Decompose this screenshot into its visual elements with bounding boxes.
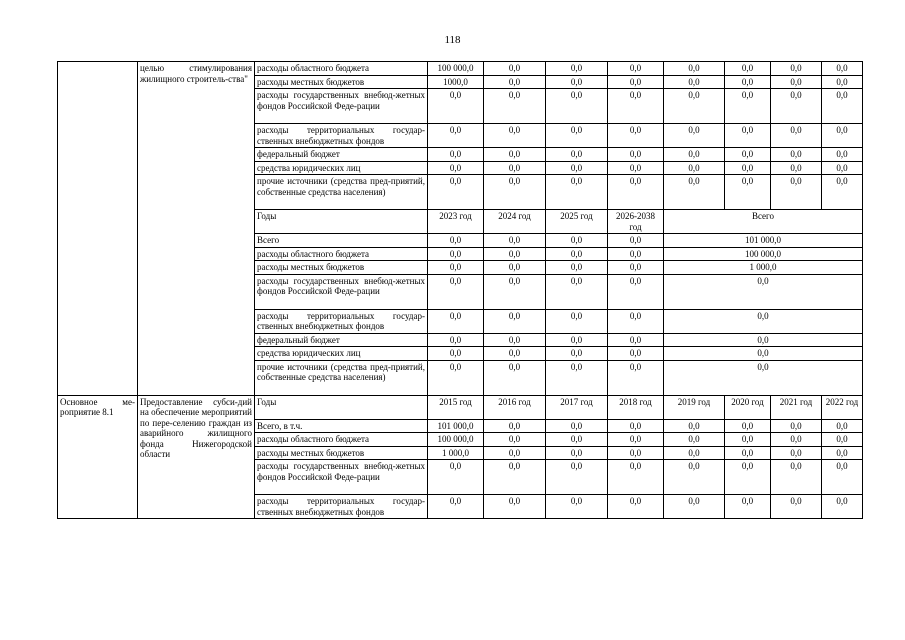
- value-cell: 0,0: [484, 175, 546, 210]
- funding-source-label: расходы областного бюджета: [255, 433, 428, 447]
- funding-source-label: расходы государственных внебюд-жетных фондов Российской Феде-рации: [255, 460, 428, 495]
- value-cell: 0,0: [428, 247, 484, 261]
- value-cell: 0,0: [771, 419, 822, 433]
- value-cell: 0,0: [725, 419, 771, 433]
- year-header: 2023 год: [428, 210, 484, 234]
- value-cell: 1000,0: [428, 75, 484, 89]
- value-cell: 0,0: [771, 75, 822, 89]
- value-cell: 0,0: [822, 161, 863, 175]
- year-header: 2019 год: [664, 395, 725, 419]
- table-row: [58, 62, 863, 76]
- value-cell: 0,0: [546, 75, 608, 89]
- value-cell: 0,0: [725, 175, 771, 210]
- value-cell: 0,0: [484, 261, 546, 275]
- value-cell: 0,0: [608, 360, 664, 395]
- value-cell: 0,0: [771, 89, 822, 124]
- value-cell: 0,0: [484, 247, 546, 261]
- year-header: 2018 год: [608, 395, 664, 419]
- event-name-cell: Основное ме-роприятие 8.1: [58, 395, 138, 519]
- value-cell: 100 000,0: [428, 62, 484, 76]
- value-cell: 0,0: [608, 419, 664, 433]
- value-cell: 0,0: [484, 419, 546, 433]
- value-cell: 0,0: [484, 274, 546, 309]
- value-cell: 0,0: [725, 433, 771, 447]
- value-cell: 0,0: [546, 89, 608, 124]
- value-cell: 0,0: [608, 148, 664, 162]
- funding-source-label: прочие источники (средства пред-приятий, собственные средства населения): [255, 175, 428, 210]
- value-cell: 0,0: [771, 161, 822, 175]
- value-cell: 0,0: [428, 161, 484, 175]
- total-value-cell: 0,0: [664, 360, 863, 395]
- value-cell: 0,0: [608, 460, 664, 495]
- value-cell: 0,0: [608, 446, 664, 460]
- value-cell: 0,0: [725, 89, 771, 124]
- funding-source-label: федеральный бюджет: [255, 333, 428, 347]
- funding-source-label: расходы местных бюджетов: [255, 75, 428, 89]
- funding-source-label: расходы местных бюджетов: [255, 446, 428, 460]
- value-cell: 0,0: [608, 62, 664, 76]
- value-cell: 0,0: [428, 175, 484, 210]
- value-cell: 0,0: [546, 460, 608, 495]
- value-cell: 0,0: [822, 460, 863, 495]
- value-cell: 0,0: [546, 360, 608, 395]
- year-header: 2020 год: [725, 395, 771, 419]
- funding-source-label: Всего: [255, 234, 428, 248]
- value-cell: 0,0: [771, 460, 822, 495]
- value-cell: 0,0: [546, 234, 608, 248]
- value-cell: 0,0: [428, 261, 484, 275]
- year-header: 2024 год: [484, 210, 546, 234]
- year-header: 2017 год: [546, 395, 608, 419]
- value-cell: 0,0: [822, 433, 863, 447]
- total-value-cell: 1 000,0: [664, 261, 863, 275]
- years-label: Годы: [255, 395, 428, 419]
- value-cell: 0,0: [484, 446, 546, 460]
- funding-source-label: Всего, в т.ч.: [255, 419, 428, 433]
- value-cell: 0,0: [428, 360, 484, 395]
- event-description-cell: целью стимулирования жилищного строитель-ства": [138, 62, 255, 396]
- funding-source-label: прочие источники (средства пред-приятий, собственные средства населения): [255, 360, 428, 395]
- year-header: 2015 год: [428, 395, 484, 419]
- value-cell: 0,0: [822, 419, 863, 433]
- value-cell: 0,0: [546, 148, 608, 162]
- event-description-cell: Предоставление субси-дий на обеспечение мероприятий по пере-селению граждан из аварийного жилищного фонда Нижегородской области: [138, 395, 255, 519]
- total-value-cell: 0,0: [664, 347, 863, 361]
- funding-source-label: расходы территориальных государ-ственных внебюджетных фондов: [255, 124, 428, 148]
- value-cell: 0,0: [822, 175, 863, 210]
- value-cell: 0,0: [608, 161, 664, 175]
- value-cell: 0,0: [822, 62, 863, 76]
- value-cell: 0,0: [546, 347, 608, 361]
- value-cell: 0,0: [664, 89, 725, 124]
- value-cell: 0,0: [822, 124, 863, 148]
- value-cell: 0,0: [546, 261, 608, 275]
- value-cell: 0,0: [664, 419, 725, 433]
- value-cell: 0,0: [608, 234, 664, 248]
- value-cell: 0,0: [725, 495, 771, 519]
- value-cell: 0,0: [428, 333, 484, 347]
- value-cell: 0,0: [608, 433, 664, 447]
- value-cell: 0,0: [771, 62, 822, 76]
- value-cell: 0,0: [484, 124, 546, 148]
- value-cell: 0,0: [484, 433, 546, 447]
- value-cell: 0,0: [546, 161, 608, 175]
- year-header: 2016 год: [484, 395, 546, 419]
- value-cell: 0,0: [484, 333, 546, 347]
- value-cell: 0,0: [546, 247, 608, 261]
- value-cell: 0,0: [428, 347, 484, 361]
- value-cell: 0,0: [484, 347, 546, 361]
- value-cell: 0,0: [822, 89, 863, 124]
- value-cell: 0,0: [428, 234, 484, 248]
- value-cell: 0,0: [608, 309, 664, 333]
- value-cell: 0,0: [546, 124, 608, 148]
- value-cell: 0,0: [484, 75, 546, 89]
- funding-source-label: расходы территориальных государ-ственных внебюджетных фондов: [255, 495, 428, 519]
- funding-source-label: расходы территориальных государ-ственных внебюджетных фондов: [255, 309, 428, 333]
- value-cell: 0,0: [608, 75, 664, 89]
- value-cell: 0,0: [608, 175, 664, 210]
- value-cell: 0,0: [546, 419, 608, 433]
- value-cell: 0,0: [484, 148, 546, 162]
- value-cell: 0,0: [546, 62, 608, 76]
- value-cell: 0,0: [428, 460, 484, 495]
- funding-source-label: средства юридических лиц: [255, 161, 428, 175]
- budget-table-container: [57, 61, 862, 519]
- value-cell: 0,0: [771, 175, 822, 210]
- value-cell: 0,0: [664, 62, 725, 76]
- year-header: 2026-2038 год: [608, 210, 664, 234]
- value-cell: 0,0: [822, 446, 863, 460]
- value-cell: 0,0: [664, 75, 725, 89]
- value-cell: 0,0: [546, 333, 608, 347]
- value-cell: 0,0: [484, 460, 546, 495]
- value-cell: 0,0: [664, 175, 725, 210]
- value-cell: 0,0: [664, 148, 725, 162]
- value-cell: 0,0: [771, 148, 822, 162]
- value-cell: 0,0: [725, 124, 771, 148]
- funding-source-label: средства юридических лиц: [255, 347, 428, 361]
- value-cell: 0,0: [664, 495, 725, 519]
- year-header: 2021 год: [771, 395, 822, 419]
- value-cell: 0,0: [428, 274, 484, 309]
- value-cell: 0,0: [484, 360, 546, 395]
- value-cell: 0,0: [484, 89, 546, 124]
- total-value-cell: 0,0: [664, 309, 863, 333]
- value-cell: 0,0: [664, 433, 725, 447]
- total-value-cell: 0,0: [664, 274, 863, 309]
- value-cell: 0,0: [822, 495, 863, 519]
- funding-source-label: расходы областного бюджета: [255, 247, 428, 261]
- page-number: 118: [444, 34, 461, 46]
- value-cell: 0,0: [428, 124, 484, 148]
- event-name-cell: [58, 62, 138, 396]
- value-cell: 0,0: [822, 75, 863, 89]
- value-cell: 0,0: [725, 161, 771, 175]
- budget-table-body: [58, 62, 863, 519]
- funding-source-label: расходы государственных внебюд-жетных фондов Российской Феде-рации: [255, 274, 428, 309]
- years-label: Годы: [255, 210, 428, 234]
- funding-source-label: расходы государственных внебюд-жетных фондов Российской Феде-рации: [255, 89, 428, 124]
- value-cell: 0,0: [608, 333, 664, 347]
- value-cell: 0,0: [546, 309, 608, 333]
- value-cell: 0,0: [608, 89, 664, 124]
- value-cell: 0,0: [664, 460, 725, 495]
- value-cell: 0,0: [664, 161, 725, 175]
- value-cell: 0,0: [428, 148, 484, 162]
- value-cell: 0,0: [484, 495, 546, 519]
- value-cell: 101 000,0: [428, 419, 484, 433]
- value-cell: 0,0: [428, 495, 484, 519]
- value-cell: 100 000,0: [428, 433, 484, 447]
- value-cell: 0,0: [725, 62, 771, 76]
- value-cell: 0,0: [546, 446, 608, 460]
- value-cell: 0,0: [546, 495, 608, 519]
- value-cell: 0,0: [608, 495, 664, 519]
- total-header: Всего: [664, 210, 863, 234]
- value-cell: 0,0: [428, 309, 484, 333]
- total-value-cell: 101 000,0: [664, 234, 863, 248]
- funding-source-label: расходы областного бюджета: [255, 62, 428, 76]
- value-cell: 1 000,0: [428, 446, 484, 460]
- value-cell: 0,0: [608, 124, 664, 148]
- value-cell: 0,0: [725, 446, 771, 460]
- value-cell: 0,0: [546, 433, 608, 447]
- value-cell: 0,0: [771, 433, 822, 447]
- value-cell: 0,0: [822, 148, 863, 162]
- value-cell: 0,0: [608, 261, 664, 275]
- value-cell: 0,0: [725, 148, 771, 162]
- value-cell: 0,0: [608, 247, 664, 261]
- budget-table: [57, 61, 863, 519]
- year-header: 2022 год: [822, 395, 863, 419]
- value-cell: 0,0: [428, 89, 484, 124]
- value-cell: 0,0: [664, 446, 725, 460]
- value-cell: 0,0: [546, 175, 608, 210]
- value-cell: 0,0: [725, 75, 771, 89]
- value-cell: 0,0: [484, 161, 546, 175]
- value-cell: 0,0: [771, 495, 822, 519]
- value-cell: 0,0: [771, 446, 822, 460]
- year-header: 2025 год: [546, 210, 608, 234]
- value-cell: 0,0: [664, 124, 725, 148]
- value-cell: 0,0: [484, 309, 546, 333]
- value-cell: 0,0: [608, 274, 664, 309]
- years-header-row: [58, 395, 863, 419]
- funding-source-label: расходы местных бюджетов: [255, 261, 428, 275]
- total-value-cell: 0,0: [664, 333, 863, 347]
- total-value-cell: 100 000,0: [664, 247, 863, 261]
- value-cell: 0,0: [725, 460, 771, 495]
- value-cell: 0,0: [546, 274, 608, 309]
- funding-source-label: федеральный бюджет: [255, 148, 428, 162]
- value-cell: 0,0: [771, 124, 822, 148]
- value-cell: 0,0: [484, 234, 546, 248]
- value-cell: 0,0: [484, 62, 546, 76]
- value-cell: 0,0: [608, 347, 664, 361]
